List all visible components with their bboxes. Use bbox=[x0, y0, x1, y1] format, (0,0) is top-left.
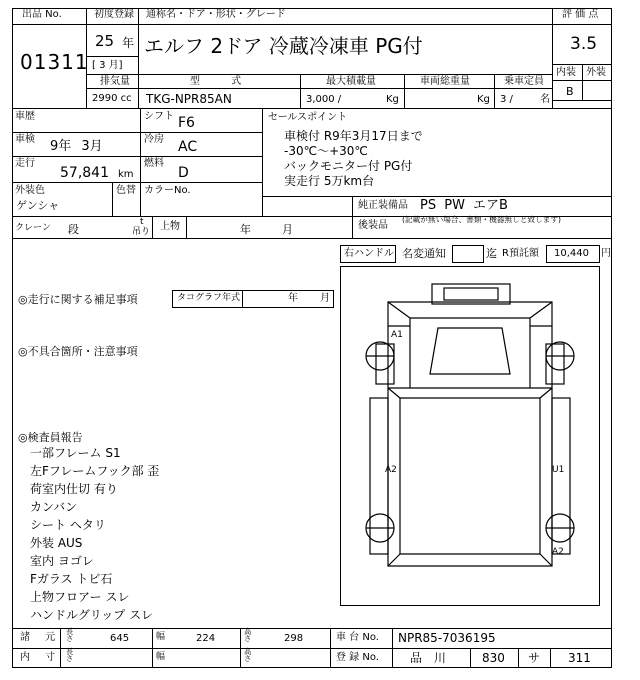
first-registration-label: 初度登録 bbox=[94, 9, 134, 20]
divider bbox=[138, 8, 139, 108]
exterior-grade-label: 外装 bbox=[586, 67, 606, 78]
color-label: 外装色 bbox=[15, 185, 45, 196]
first-registration-year: 25 bbox=[95, 32, 115, 50]
divider bbox=[12, 24, 552, 25]
grade-label: 評 価 点 bbox=[562, 9, 599, 20]
divider bbox=[352, 216, 353, 238]
divider bbox=[262, 196, 612, 197]
divider bbox=[582, 64, 583, 100]
length-label: 長さ bbox=[66, 628, 74, 644]
inspector-line: カンバン bbox=[30, 500, 78, 514]
year-unit: 年 bbox=[122, 36, 135, 50]
divider bbox=[140, 108, 141, 216]
length-value: 645 bbox=[110, 633, 130, 644]
gross-weight-unit: Kg bbox=[477, 94, 490, 105]
divider bbox=[240, 628, 241, 668]
chassis-label: 車 台 No. bbox=[336, 632, 379, 643]
color-value: ゲンシャ bbox=[16, 199, 60, 212]
displacement-value: 2990 cc bbox=[92, 93, 132, 104]
crane-ton-unit: t bbox=[140, 217, 144, 227]
tachograph-year-unit: 年 bbox=[288, 293, 298, 304]
inspection-label: 車検 bbox=[15, 134, 35, 145]
max-load-value: 3,000 / bbox=[306, 94, 342, 105]
divider bbox=[262, 108, 263, 216]
divider bbox=[12, 648, 612, 649]
upper-body-month-unit: 月 bbox=[282, 223, 293, 236]
mileage-unit: km bbox=[118, 169, 134, 180]
registration-area: 品 川 bbox=[410, 651, 450, 665]
recycle-unit: 円 bbox=[601, 248, 611, 259]
width-value: 224 bbox=[196, 633, 216, 644]
handle-text: 右ハンドル bbox=[344, 248, 394, 259]
lot-label: 出品 No. bbox=[22, 9, 62, 20]
upper-body-label: 上物 bbox=[160, 221, 180, 232]
registration-kana: サ bbox=[528, 651, 541, 665]
divider bbox=[86, 74, 552, 75]
tachograph-label: タコグラフ年式 bbox=[177, 293, 241, 303]
inspector-line: 上物フロアー スレ bbox=[30, 590, 130, 604]
crane-label: クレーン bbox=[15, 223, 51, 233]
divider bbox=[86, 56, 138, 57]
equipment-label: 純正装備品 bbox=[358, 200, 408, 211]
color-number-label: カラーNo. bbox=[144, 185, 191, 196]
model-code-value: TKG-NPR85AN bbox=[146, 92, 232, 106]
inspector-line: 荷室内仕切 有り bbox=[30, 482, 118, 496]
divider bbox=[392, 628, 393, 668]
ac-value: AC bbox=[178, 139, 198, 155]
model-label: 通称名・ドア・形状・グレード bbox=[146, 9, 286, 20]
sales-points-title: セールスポイント bbox=[268, 112, 348, 123]
first-registration-month: [ 3 月] bbox=[92, 60, 123, 71]
height-label: 高さ bbox=[244, 628, 252, 644]
tachograph-month-unit: 月 bbox=[320, 293, 330, 304]
interior-grade-label: 内装 bbox=[556, 67, 576, 78]
model-code-label: 型 式 bbox=[190, 76, 256, 87]
max-load-unit: Kg bbox=[386, 94, 399, 105]
divider bbox=[12, 182, 262, 183]
mileage-value: 57,841 bbox=[60, 165, 109, 181]
aftermarket-note: (記載が無い場合、書類・機器無しと致します) bbox=[402, 216, 561, 225]
inspector-line: 外装 AUS bbox=[30, 536, 83, 550]
divider bbox=[300, 74, 301, 108]
divider bbox=[404, 74, 405, 108]
divider bbox=[552, 100, 612, 101]
divider bbox=[470, 648, 471, 668]
name-change-label: 名変通知 bbox=[402, 247, 446, 260]
damage-mark-a1: A1 bbox=[391, 330, 403, 340]
inspector-report-title: ◎検査員報告 bbox=[18, 431, 83, 444]
divider bbox=[352, 196, 353, 216]
divider bbox=[86, 88, 552, 89]
capacity-value: 3 / bbox=[500, 94, 513, 105]
divider bbox=[12, 628, 612, 629]
inspector-line: 室内 ヨゴレ bbox=[30, 554, 94, 568]
recycle-label: R預託額 bbox=[502, 248, 539, 259]
divider bbox=[152, 628, 153, 668]
sales-point-line: 実走行 5万km台 bbox=[284, 174, 375, 188]
sales-point-line: -30℃～+30℃ bbox=[284, 144, 368, 158]
divider bbox=[552, 80, 612, 81]
name-change-field[interactable] bbox=[452, 245, 484, 263]
max-load-label: 最大積載量 bbox=[326, 76, 376, 87]
interior-height-label: 高さ bbox=[244, 648, 252, 664]
upper-body-year-unit: 年 bbox=[240, 223, 251, 236]
exterior-grade: B bbox=[566, 85, 574, 98]
sales-point-line: バックモニター付 PG付 bbox=[284, 159, 413, 173]
shift-value: F6 bbox=[178, 115, 195, 131]
color-change-label: 色替 bbox=[116, 185, 136, 196]
crane-step-unit: 段 bbox=[68, 223, 79, 236]
registration-label: 登 録 No. bbox=[336, 652, 379, 663]
dimensions-label: 諸 元 bbox=[20, 632, 62, 643]
divider bbox=[112, 182, 113, 216]
divider bbox=[242, 290, 243, 308]
aftermarket-label: 後装品 bbox=[358, 220, 388, 231]
inspection-value: 9年 3月 bbox=[50, 139, 103, 154]
deadline-label: 迄 bbox=[486, 247, 497, 260]
inspector-line: シート ヘタリ bbox=[30, 518, 106, 532]
divider bbox=[12, 156, 262, 157]
recycle-amount: 10,440 bbox=[554, 248, 589, 259]
inspector-line: Fガラス トビ石 bbox=[30, 572, 113, 586]
damage-mark-a2-left: A2 bbox=[385, 465, 397, 475]
height-value: 298 bbox=[284, 633, 304, 644]
fuel-value: D bbox=[178, 165, 189, 181]
grade-value: 3.5 bbox=[570, 34, 598, 54]
divider bbox=[152, 216, 153, 238]
registration-number: 311 bbox=[568, 651, 591, 665]
width-label: 幅 bbox=[156, 632, 166, 642]
damage-mark-u1: U1 bbox=[552, 465, 565, 475]
interior-length-label: 長さ bbox=[66, 648, 74, 664]
divider bbox=[552, 8, 553, 108]
mileage-label: 走行 bbox=[15, 158, 35, 169]
inspector-line: 左Fフレームフック部 歪 bbox=[30, 464, 160, 478]
lot-number: 01311 bbox=[20, 50, 89, 74]
divider bbox=[330, 628, 331, 668]
capacity-label: 乗車定員 bbox=[504, 76, 544, 87]
divider bbox=[494, 74, 495, 108]
capacity-unit: 名 bbox=[540, 94, 550, 105]
divider bbox=[518, 648, 519, 668]
defects-title: ◎不具合箇所・注意事項 bbox=[18, 345, 138, 358]
divider bbox=[550, 648, 551, 668]
crane-lift-unit: 吊り bbox=[132, 227, 151, 237]
history-label: 車歴 bbox=[15, 111, 35, 122]
gross-weight-label: 車両総重量 bbox=[420, 76, 470, 87]
inspector-line: 一部フレーム S1 bbox=[30, 446, 121, 460]
divider bbox=[552, 24, 612, 25]
inspector-line: ハンドルグリップ スレ bbox=[30, 608, 154, 622]
divider bbox=[12, 108, 612, 109]
sales-point-line: 車検付 R9年3月17日まで bbox=[284, 129, 423, 143]
chassis-number: NPR85-7036195 bbox=[398, 631, 496, 645]
displacement-label: 排気量 bbox=[100, 76, 130, 87]
ac-label: 冷房 bbox=[144, 134, 164, 145]
interior-dimensions-label: 内 寸 bbox=[20, 652, 62, 663]
equipment-value: PS PW エアB bbox=[420, 198, 508, 213]
divider bbox=[186, 216, 187, 238]
registration-class: 830 bbox=[482, 651, 505, 665]
divider bbox=[12, 238, 612, 239]
driving-notes-title: ◎走行に関する補足事項 bbox=[18, 293, 138, 306]
divider bbox=[12, 132, 262, 133]
model-name: エルフ 2ドア 冷蔵冷凍車 PG付 bbox=[144, 34, 423, 58]
shift-label: シフト bbox=[144, 111, 174, 122]
damage-mark-a2-right: A2 bbox=[552, 547, 564, 557]
interior-width-label: 幅 bbox=[156, 652, 166, 662]
fuel-label: 燃料 bbox=[144, 158, 164, 169]
